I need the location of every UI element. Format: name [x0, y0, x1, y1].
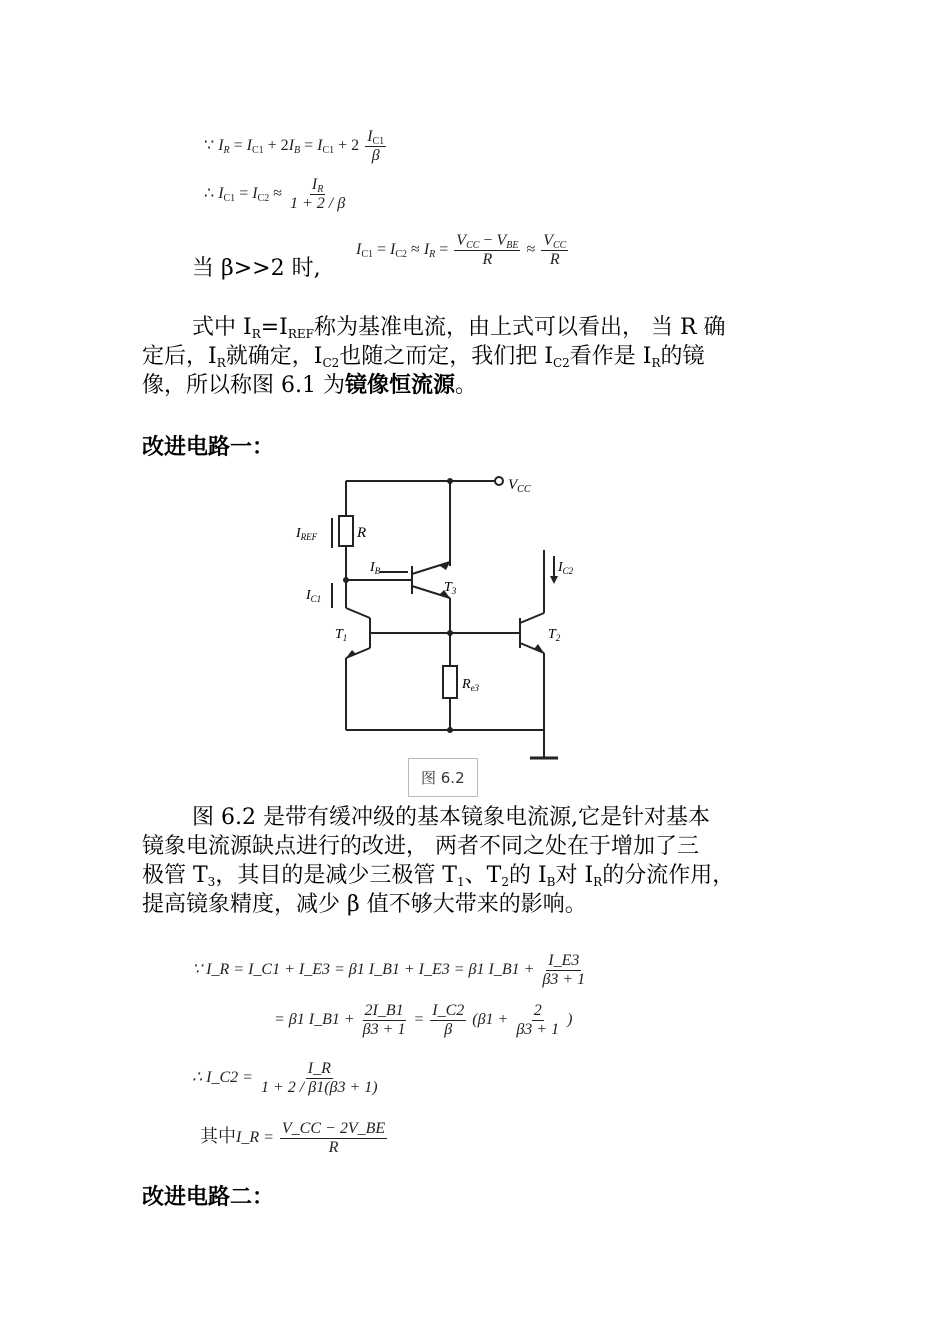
t1-label: $T_1$ [335, 627, 348, 643]
condition-text: 当 β>>2 时, [192, 256, 321, 281]
fraction: $\frac{I_R}{1 + 2 / \beta}$ [290, 176, 346, 212]
fraction: $\frac{V_{CC}}{R}$ [543, 232, 567, 268]
ib-label: $I_B$ [370, 560, 381, 576]
figure-caption: 图 6.2 [408, 758, 478, 797]
paragraph-line: 式中 $I_R=I_{REF}$称为基准电流，由上式可以看出， 当 R 确 [192, 315, 726, 341]
ic1-label: $I_{C1}$ [306, 588, 322, 604]
equation-buffered-4: 其中I_R = $\frac{V\_CC - 2V\_BE}{R}$ [200, 1120, 386, 1156]
fraction: $\frac{2I\_B1}{\beta 3 + 1}$ [362, 1002, 406, 1038]
equation-ic1: ∴ $I_{C1} = I_{C2}$ ≈ $\frac{I_R}{1 + 2 / \beta}$ [204, 176, 346, 212]
paragraph-line: 图 6.2 是带有缓冲级的基本镜象电流源,它是针对基本 [192, 805, 710, 830]
equation-buffered-2: = β1 I_B1 + $\frac{2I\_B1}{\beta 3 + 1}$ = $\frac{I\_C2}{\beta}$ (β1 + $\frac{2}{\beta 3 + 1}$ ) [274, 1002, 573, 1038]
equation-ir: ∵ $I_R = I_{C1} + 2I_B = I_{C1} + 2$ $\frac{I_{C1}}{\beta}$ [204, 128, 385, 164]
fraction: $\frac{I\_C2}{\beta}$ [432, 1002, 465, 1038]
re3-label: $R_{e3}$ [462, 677, 480, 693]
t3-label: $T_3$ [444, 580, 457, 596]
t2-label: $T_2$ [548, 627, 561, 643]
equation-buffered-3: ∴ I_C2 = $\frac{I\_R}{1 + 2 / \beta 1(\beta 3 + 1)}$ [192, 1060, 378, 1096]
equation-approx: $I_{C1} = I_{C2} \approx I_R$ = $\frac{V_{CC} - V_{BE}}{R}$ ≈ $\frac{V_{CC}}{R}$ [356, 232, 567, 268]
section-heading: 改进电路一： [142, 435, 275, 460]
fraction: $\frac{I_{C1}}{\beta}$ [367, 128, 385, 164]
fraction: $\frac{V\_CC - 2V\_BE}{R}$ [281, 1120, 386, 1156]
fraction: $\frac{I\_R}{1 + 2 / \beta 1(\beta 3 + 1)}$ [260, 1060, 378, 1096]
fraction: $\frac{2}{\beta 3 + 1}$ [516, 1002, 560, 1038]
equation-buffered-1: ∵ I_R = I_C1 + I_E3 = β1 I_B1 + I_E3 = β1 I_B1 + $\frac{I\_E3}{\beta 3 + 1}$ [192, 952, 586, 988]
r-label: R [357, 525, 367, 541]
paragraph-line: 极管 $T_3$，其目的是减少三极管 $T_1$、$T_2$的 $I_B$对 $I_R$的分流作用， [142, 863, 735, 889]
ic2-label: $I_{C2}$ [558, 560, 574, 576]
fraction: $\frac{V_{CC} - V_{BE}}{R}$ [456, 232, 519, 268]
paragraph-line: 像，所以称图 6.1 为镜像恒流源。 [142, 373, 478, 398]
paragraph-line: 镜象电流源缺点进行的改进， 两者不同之处在于增加了三 [142, 834, 699, 859]
circuit-diagram [290, 468, 620, 768]
iref-label: $I_{REF}$ [296, 526, 318, 542]
paragraph-line: 定后，$I_R$就确定，$I_{C2}$也随之而定，我们把 $I_{C2}$看作是 $I_R$的镜 [142, 344, 705, 370]
section-heading: 改进电路二： [142, 1185, 275, 1210]
paragraph-line: 提高镜象精度，减少 β 值不够大带来的影响。 [142, 892, 587, 917]
vcc-label: $V_{CC}$ [508, 477, 531, 495]
fraction: $\frac{I\_E3}{\beta 3 + 1}$ [542, 952, 586, 988]
